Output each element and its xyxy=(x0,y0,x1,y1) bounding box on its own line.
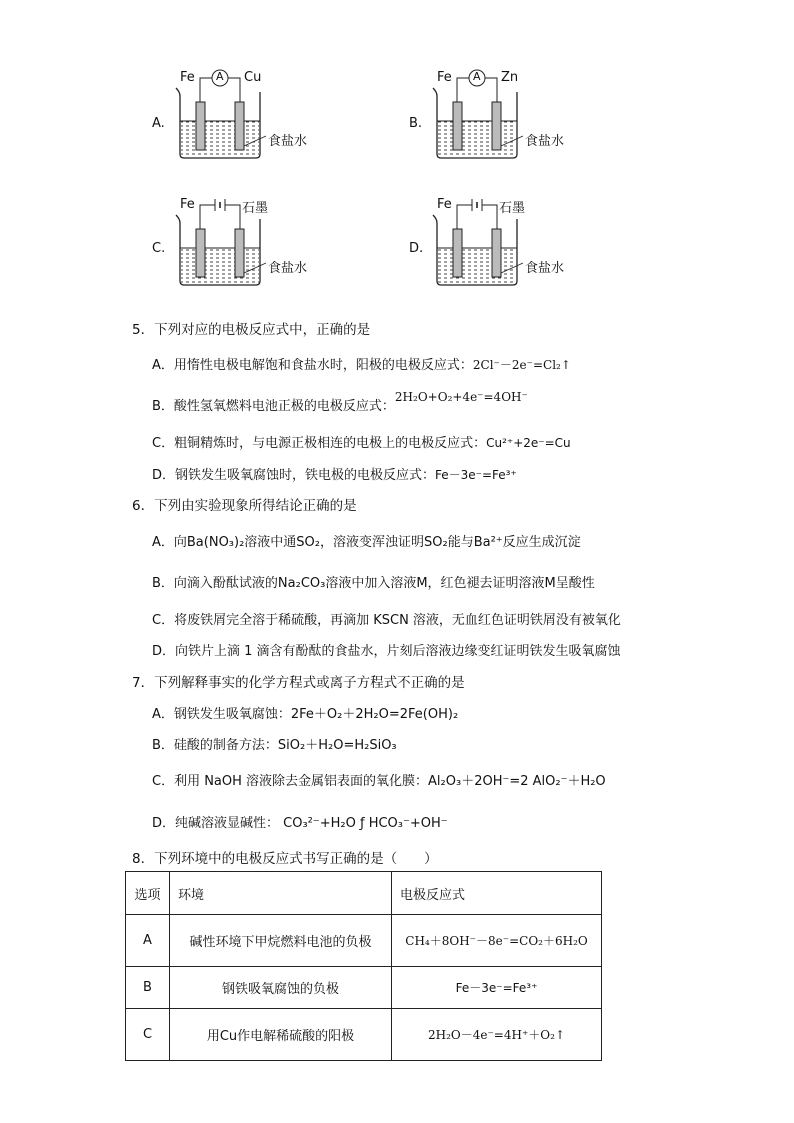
left-electrode-label: Fe xyxy=(437,197,452,212)
figure-option-letter: B. xyxy=(409,116,423,131)
q5-option-a[interactable]: A．用惰性电极电解饱和食盐水时，阳极的电极反应式：2Cl⁻－2e⁻=Cl₂↑ xyxy=(152,358,571,373)
q7-stem: 7．下列解释事实的化学方程式或离子方程式不正确的是 xyxy=(132,675,465,691)
right-electrode-label: 石墨 xyxy=(242,201,269,216)
row-option: C xyxy=(126,1009,170,1061)
q6-option-b[interactable]: B．向滴入酚酞试液的Na₂CO₃溶液中加入溶液M，红色褪去证明溶液M呈酸性 xyxy=(152,576,595,591)
right-electrode xyxy=(492,102,501,150)
salt-water-solution xyxy=(181,121,259,157)
q8-table xyxy=(125,871,602,1061)
salt-water-solution xyxy=(438,121,516,157)
right-electrode-label: Cu xyxy=(244,70,262,85)
q7-option-c[interactable]: C．利用 NaOH 溶液除去金属铝表面的氧化膜：Al₂O₃＋2OH⁻=2 AlO₂⁻＋H₂O xyxy=(152,774,606,789)
row-reaction: 2H₂O－4e⁻=4H⁺＋O₂↑ xyxy=(392,1009,602,1061)
right-electrode-label: 石墨 xyxy=(499,201,526,216)
table-header-row xyxy=(126,872,602,915)
q7-option-b[interactable]: B．硅酸的制备方法：SiO₂＋H₂O=H₂SiO₃ xyxy=(152,738,397,753)
right-electrode-label: Zn xyxy=(501,70,519,85)
row-environment: 碱性环境下甲烷燃料电池的负极 xyxy=(170,915,392,967)
q5-stem: 5．下列对应的电极反应式中，正确的是 xyxy=(132,322,371,338)
right-electrode xyxy=(235,229,244,277)
row-environment: 用Cu作电解稀硫酸的阳极 xyxy=(170,1009,392,1061)
left-electrode xyxy=(453,229,462,277)
q5-option-d[interactable]: D．钢铁发生吸氧腐蚀时，铁电极的电极反应式：Fe－3e⁻=Fe³⁺ xyxy=(152,468,517,483)
row-option: B xyxy=(126,967,170,1009)
q7-option-a[interactable]: A．钢铁发生吸氧腐蚀：2Fe＋O₂＋2H₂O=2Fe(OH)₂ xyxy=(152,707,459,722)
salt-water-solution xyxy=(181,248,259,284)
solution-label: 食盐水 xyxy=(525,261,565,276)
figure-option-letter: A. xyxy=(152,116,165,131)
q6-option-d[interactable]: D．向铁片上滴 1 滴含有酚酞的食盐水，片刻后溶液边缘变红证明铁发生吸氧腐蚀 xyxy=(152,644,621,659)
left-electrode-label: Fe xyxy=(180,197,195,212)
figure-option-letter: D. xyxy=(409,241,424,256)
solution-label: 食盐水 xyxy=(268,261,308,276)
q5-option-b[interactable]: B．酸性氢氧燃料电池正极的电极反应式：2H₂O+O₂+4e⁻=4OH⁻ xyxy=(152,390,528,414)
q8-stem: 8．下列环境中的电极反应式书写正确的是（ ） xyxy=(132,851,438,867)
left-electrode xyxy=(196,102,205,150)
row-option: A xyxy=(126,915,170,967)
row-environment: 钢铁吸氧腐蚀的负极 xyxy=(170,967,392,1009)
left-electrode-label: Fe xyxy=(180,70,195,85)
q5-option-c[interactable]: C．粗铜精炼时，与电源正极相连的电极上的电极反应式：Cu²⁺+2e⁻=Cu xyxy=(152,436,571,451)
ammeter-label: A xyxy=(473,70,481,83)
solution-label: 食盐水 xyxy=(268,134,308,149)
salt-water-solution xyxy=(438,248,516,284)
q6-option-a[interactable]: A．向Ba(NO₃)₂溶液中通SO₂，溶液变浑浊证明SO₂能与Ba²⁺反应生成沉淀 xyxy=(152,535,581,550)
table-row xyxy=(126,915,602,967)
q7-option-d[interactable]: D．纯碱溶液显碱性： CO₃²⁻+H₂O ƒ HCO₃⁻+OH⁻ xyxy=(152,816,448,831)
row-reaction: Fe－3e⁻=Fe³⁺ xyxy=(392,967,602,1009)
header-environment: 环境 xyxy=(170,872,392,915)
left-electrode xyxy=(453,102,462,150)
q6-stem: 6．下列由实验现象所得结论正确的是 xyxy=(132,498,357,514)
row-reaction: CH₄＋8OH⁻－8e⁻=CO₂＋6H₂O xyxy=(392,915,602,967)
table-row xyxy=(126,967,602,1009)
table-row xyxy=(126,1009,602,1061)
q6-option-c[interactable]: C．将废铁屑完全溶于稀硫酸，再滴加 KSCN 溶液，无血红色证明铁屑没有被氧化 xyxy=(152,613,621,628)
header-option: 选项 xyxy=(126,872,170,915)
right-electrode xyxy=(492,229,501,277)
left-electrode xyxy=(196,229,205,277)
solution-label: 食盐水 xyxy=(525,134,565,149)
left-electrode-label: Fe xyxy=(437,70,452,85)
ammeter-label: A xyxy=(216,70,224,83)
figure-option-letter: C. xyxy=(152,241,166,256)
header-reaction: 电极反应式 xyxy=(392,872,602,915)
electrochem-figures xyxy=(0,60,794,310)
right-electrode xyxy=(235,102,244,150)
